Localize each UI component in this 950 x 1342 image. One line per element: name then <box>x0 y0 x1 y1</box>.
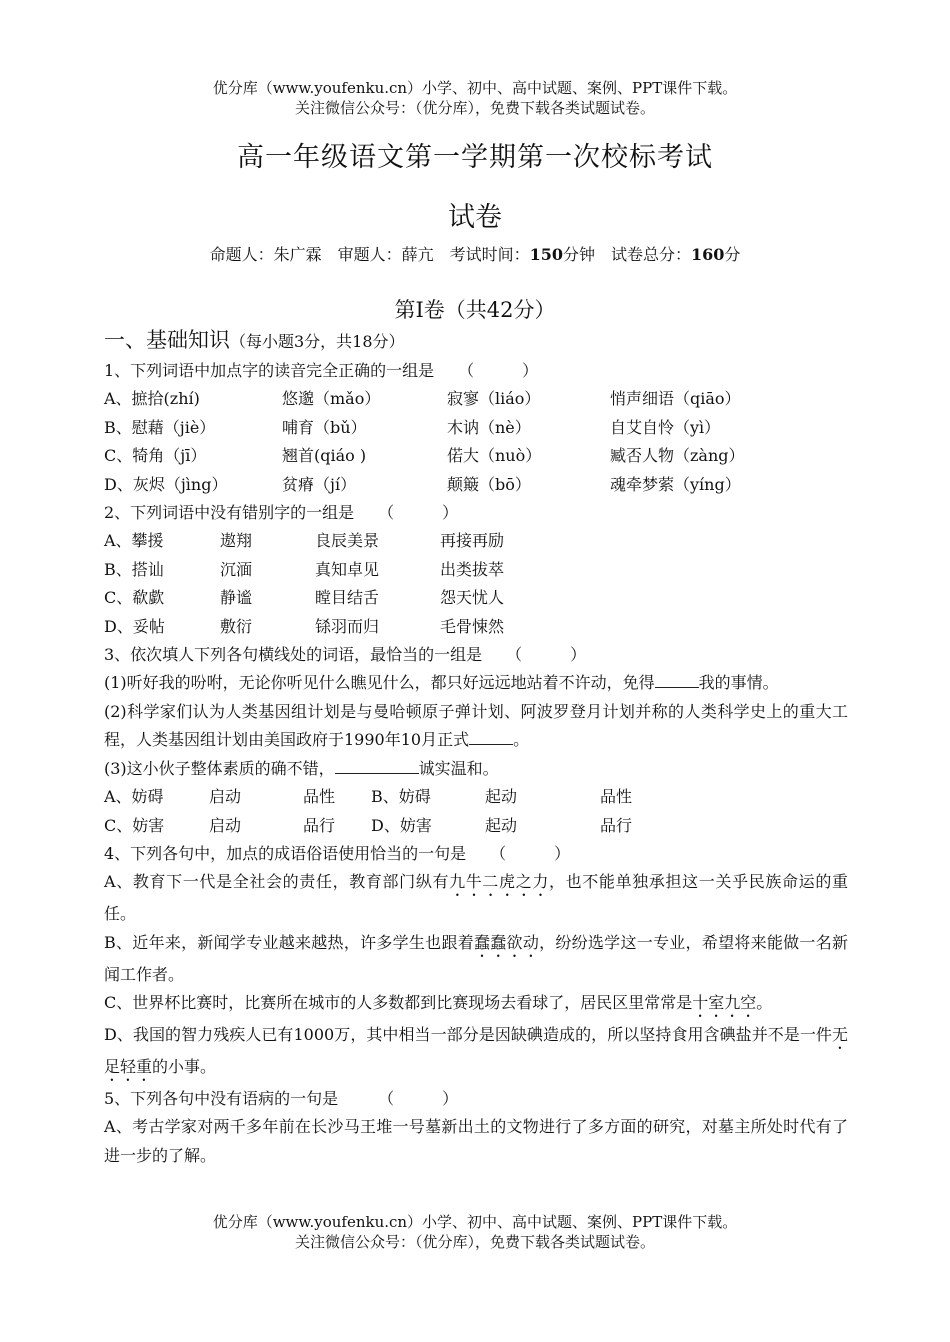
option-cell: 悠邈（mǎo） <box>282 389 381 409</box>
option-text: 的小事。 <box>152 1057 217 1076</box>
option-cell: 品行 <box>600 815 633 835</box>
option-row <box>104 812 848 841</box>
option-cell: A、攀援 <box>104 531 164 551</box>
sentence-text: (3)这小伙子整体素质的确不错， <box>104 758 335 778</box>
question-4-stem: 4、下列各句中，加点的成语俗语使用恰当的一句是 （ ） <box>104 844 571 863</box>
meta-score-unit: 分 <box>724 245 741 264</box>
option-cell: 遨翔 <box>220 531 253 551</box>
option-cell: 起动 <box>485 787 518 807</box>
sentence-text: 。 <box>513 730 530 749</box>
fill-blank <box>469 728 513 745</box>
question-3-sentence-2 <box>104 698 848 755</box>
question-2-stem: 2、下列词语中没有错别字的一组是 （ ） <box>104 503 459 522</box>
meta-time-unit: 分钟 试卷总分： <box>562 245 691 264</box>
option-cell: 真知卓见 <box>315 559 380 579</box>
sentence-text: (2)科学家们认为人类基因组计划是与曼哈顿原子弹计划、阿波罗登月计划并称的人类科学史上的重大工程，人类基因组计划由美国政府于1990年10月正式 <box>104 701 848 749</box>
option-cell: 品行 <box>303 815 336 835</box>
option-row <box>104 471 848 500</box>
option-cell: 再接再励 <box>440 531 505 551</box>
question-3-options <box>104 783 848 840</box>
section-note: （每小题3分，共18分） <box>230 332 405 351</box>
exam-meta <box>0 242 950 265</box>
banner-line-1: 优分库（www.youfenku.cn）小学、初中、高中试题、案例、PPT课件下载。 <box>212 79 738 97</box>
option-cell: 良辰美景 <box>315 531 380 551</box>
exam-subtitle: 试卷 <box>448 202 502 233</box>
question-4-option-c <box>104 989 848 1021</box>
sentence-text: 我的事情。 <box>698 673 779 692</box>
option-text: 。 <box>756 993 773 1012</box>
option-cell: A、妨碍 <box>104 787 164 807</box>
option-cell: C、犄角（jī） <box>104 446 207 466</box>
option-cell: B、慰藉（jiè） <box>104 417 216 437</box>
option-cell: 启动 <box>209 787 242 807</box>
option-cell: 敷衍 <box>220 616 253 636</box>
question-1-stem: 1、下列词语中加点字的读音完全正确的一组是 （ ） <box>104 361 539 380</box>
sentence-text: (1)听好我的吩咐，无论你听见什么瞧见什么，都只好远远地站着不许动，免得 <box>104 673 655 692</box>
section-heading <box>104 325 848 357</box>
banner-line-2: 关注微信公众号：（优分库），免费下载各类试题试卷。 <box>294 99 655 117</box>
top-banner <box>0 78 950 118</box>
question-5-option-a: A、考古学家对两千多年前在长沙马王堆一号墓新出土的文物进行了多方面的研究，对墓主所处时代有了进一步的了解。 <box>104 1117 848 1165</box>
option-text: D、我国的智力残疾人已有1000万，其中相当一部分是因缺碘造成的，所以坚持食用含碘盐并不是一件 <box>104 1025 832 1044</box>
option-cell: 魂牵梦萦（yíng） <box>610 474 741 494</box>
option-cell: 出类拔萃 <box>440 559 505 579</box>
question-3-sentence-1 <box>104 669 848 698</box>
option-text: ，也不能单独承担这一关乎民族命运的重任。 <box>104 872 848 923</box>
option-text: C、世界杯比赛时，比赛所在城市的人多数都到比赛现场去看球了，居民区里常常是 <box>104 993 693 1012</box>
option-row <box>104 783 848 812</box>
option-cell: 怨天忧人 <box>440 588 505 608</box>
option-cell: 启动 <box>209 815 242 835</box>
option-row <box>104 527 848 556</box>
question-5-stem: 5、下列各句中没有语病的一句是 （ ） <box>104 1089 459 1108</box>
option-cell: 铩羽而归 <box>315 616 380 636</box>
option-cell: D、妨害 <box>371 815 432 835</box>
question-3-stem: 3、依次填人下列各句横线处的词语，最恰当的一组是 （ ） <box>104 645 587 664</box>
question-4-option-b <box>104 929 848 990</box>
bottom-banner <box>0 1212 950 1252</box>
option-cell: B、搭讪 <box>104 559 164 579</box>
option-cell: 悄声细语（qiāo） <box>610 389 741 409</box>
option-cell: 贫瘠（jí） <box>282 474 357 494</box>
option-cell: 颠簸（bō） <box>447 474 531 494</box>
question-4-option-a <box>104 868 848 929</box>
option-cell: 寂寥（liáo） <box>447 389 541 409</box>
option-cell: 自艾自怜（yì） <box>610 417 721 437</box>
option-cell: 偌大（nuò） <box>447 446 542 466</box>
section-title: 一、基础知识 <box>104 328 230 352</box>
option-cell: 起动 <box>485 815 518 835</box>
option-row <box>104 556 848 585</box>
meta-score-value: 160 <box>691 245 725 264</box>
fill-blank <box>655 671 699 688</box>
option-cell: 沉湎 <box>220 559 253 579</box>
option-cell: 品性 <box>600 787 633 807</box>
option-cell: 臧否人物（zàng） <box>610 446 745 466</box>
option-cell: 品性 <box>303 787 336 807</box>
option-cell: A、摭拾(zhí) <box>104 389 200 409</box>
exam-content <box>104 325 848 1170</box>
banner-line-1: 优分库（www.youfenku.cn）小学、初中、高中试题、案例、PPT课件下载。 <box>212 1213 738 1231</box>
question-1-options <box>104 385 848 499</box>
option-row <box>104 414 848 443</box>
question-4-option-d <box>104 1021 848 1085</box>
option-cell: 静谧 <box>220 588 253 608</box>
option-cell: 哺育（bǔ） <box>282 417 367 437</box>
volume-heading: 第Ⅰ卷（共42分） <box>394 298 556 322</box>
option-row <box>104 385 848 414</box>
meta-authors: 命题人：朱广霖 审题人：薛亢 考试时间： <box>209 245 530 264</box>
option-row <box>104 613 848 642</box>
option-row <box>104 584 848 613</box>
sentence-text: 诚实温和。 <box>418 758 499 778</box>
option-text: B、近年来，新闻学专业越来越热，许多学生也跟着 <box>104 932 474 952</box>
option-row <box>104 442 848 471</box>
dotted-idiom: 无足轻重 <box>104 1025 848 1076</box>
banner-line-2: 关注微信公众号：（优分库），免费下载各类试题试卷。 <box>294 1233 655 1251</box>
option-cell: 毛骨悚然 <box>440 616 505 636</box>
option-cell: D、妥帖 <box>104 616 165 636</box>
option-cell: 木讷（nè） <box>447 417 531 437</box>
meta-time-value: 150 <box>529 245 563 264</box>
option-cell: C、欷歔 <box>104 588 165 608</box>
option-cell: D、灰烬（jìng） <box>104 474 228 494</box>
question-3-sentence-3 <box>104 755 848 784</box>
dotted-idiom: 十室九空 <box>692 993 757 1012</box>
option-cell: 翘首(qiáo ) <box>282 446 367 466</box>
question-2-options <box>104 527 848 641</box>
dotted-idiom: 九牛二虎之力 <box>449 872 549 891</box>
option-cell: B、妨碍 <box>371 787 431 807</box>
option-text: ，纷纷选学这一专业，希望将来能做一名新闻工作者。 <box>104 932 848 984</box>
exam-title: 高一年级语文第一学期第一次校标考试 <box>237 142 713 173</box>
dotted-idiom: 蠢蠢欲动 <box>474 932 540 952</box>
fill-blank <box>335 757 419 774</box>
option-cell: C、妨害 <box>104 815 165 835</box>
option-cell: 瞠目结舌 <box>315 588 380 608</box>
option-text: A、教育下一代是全社会的责任，教育部门纵有 <box>104 872 450 891</box>
